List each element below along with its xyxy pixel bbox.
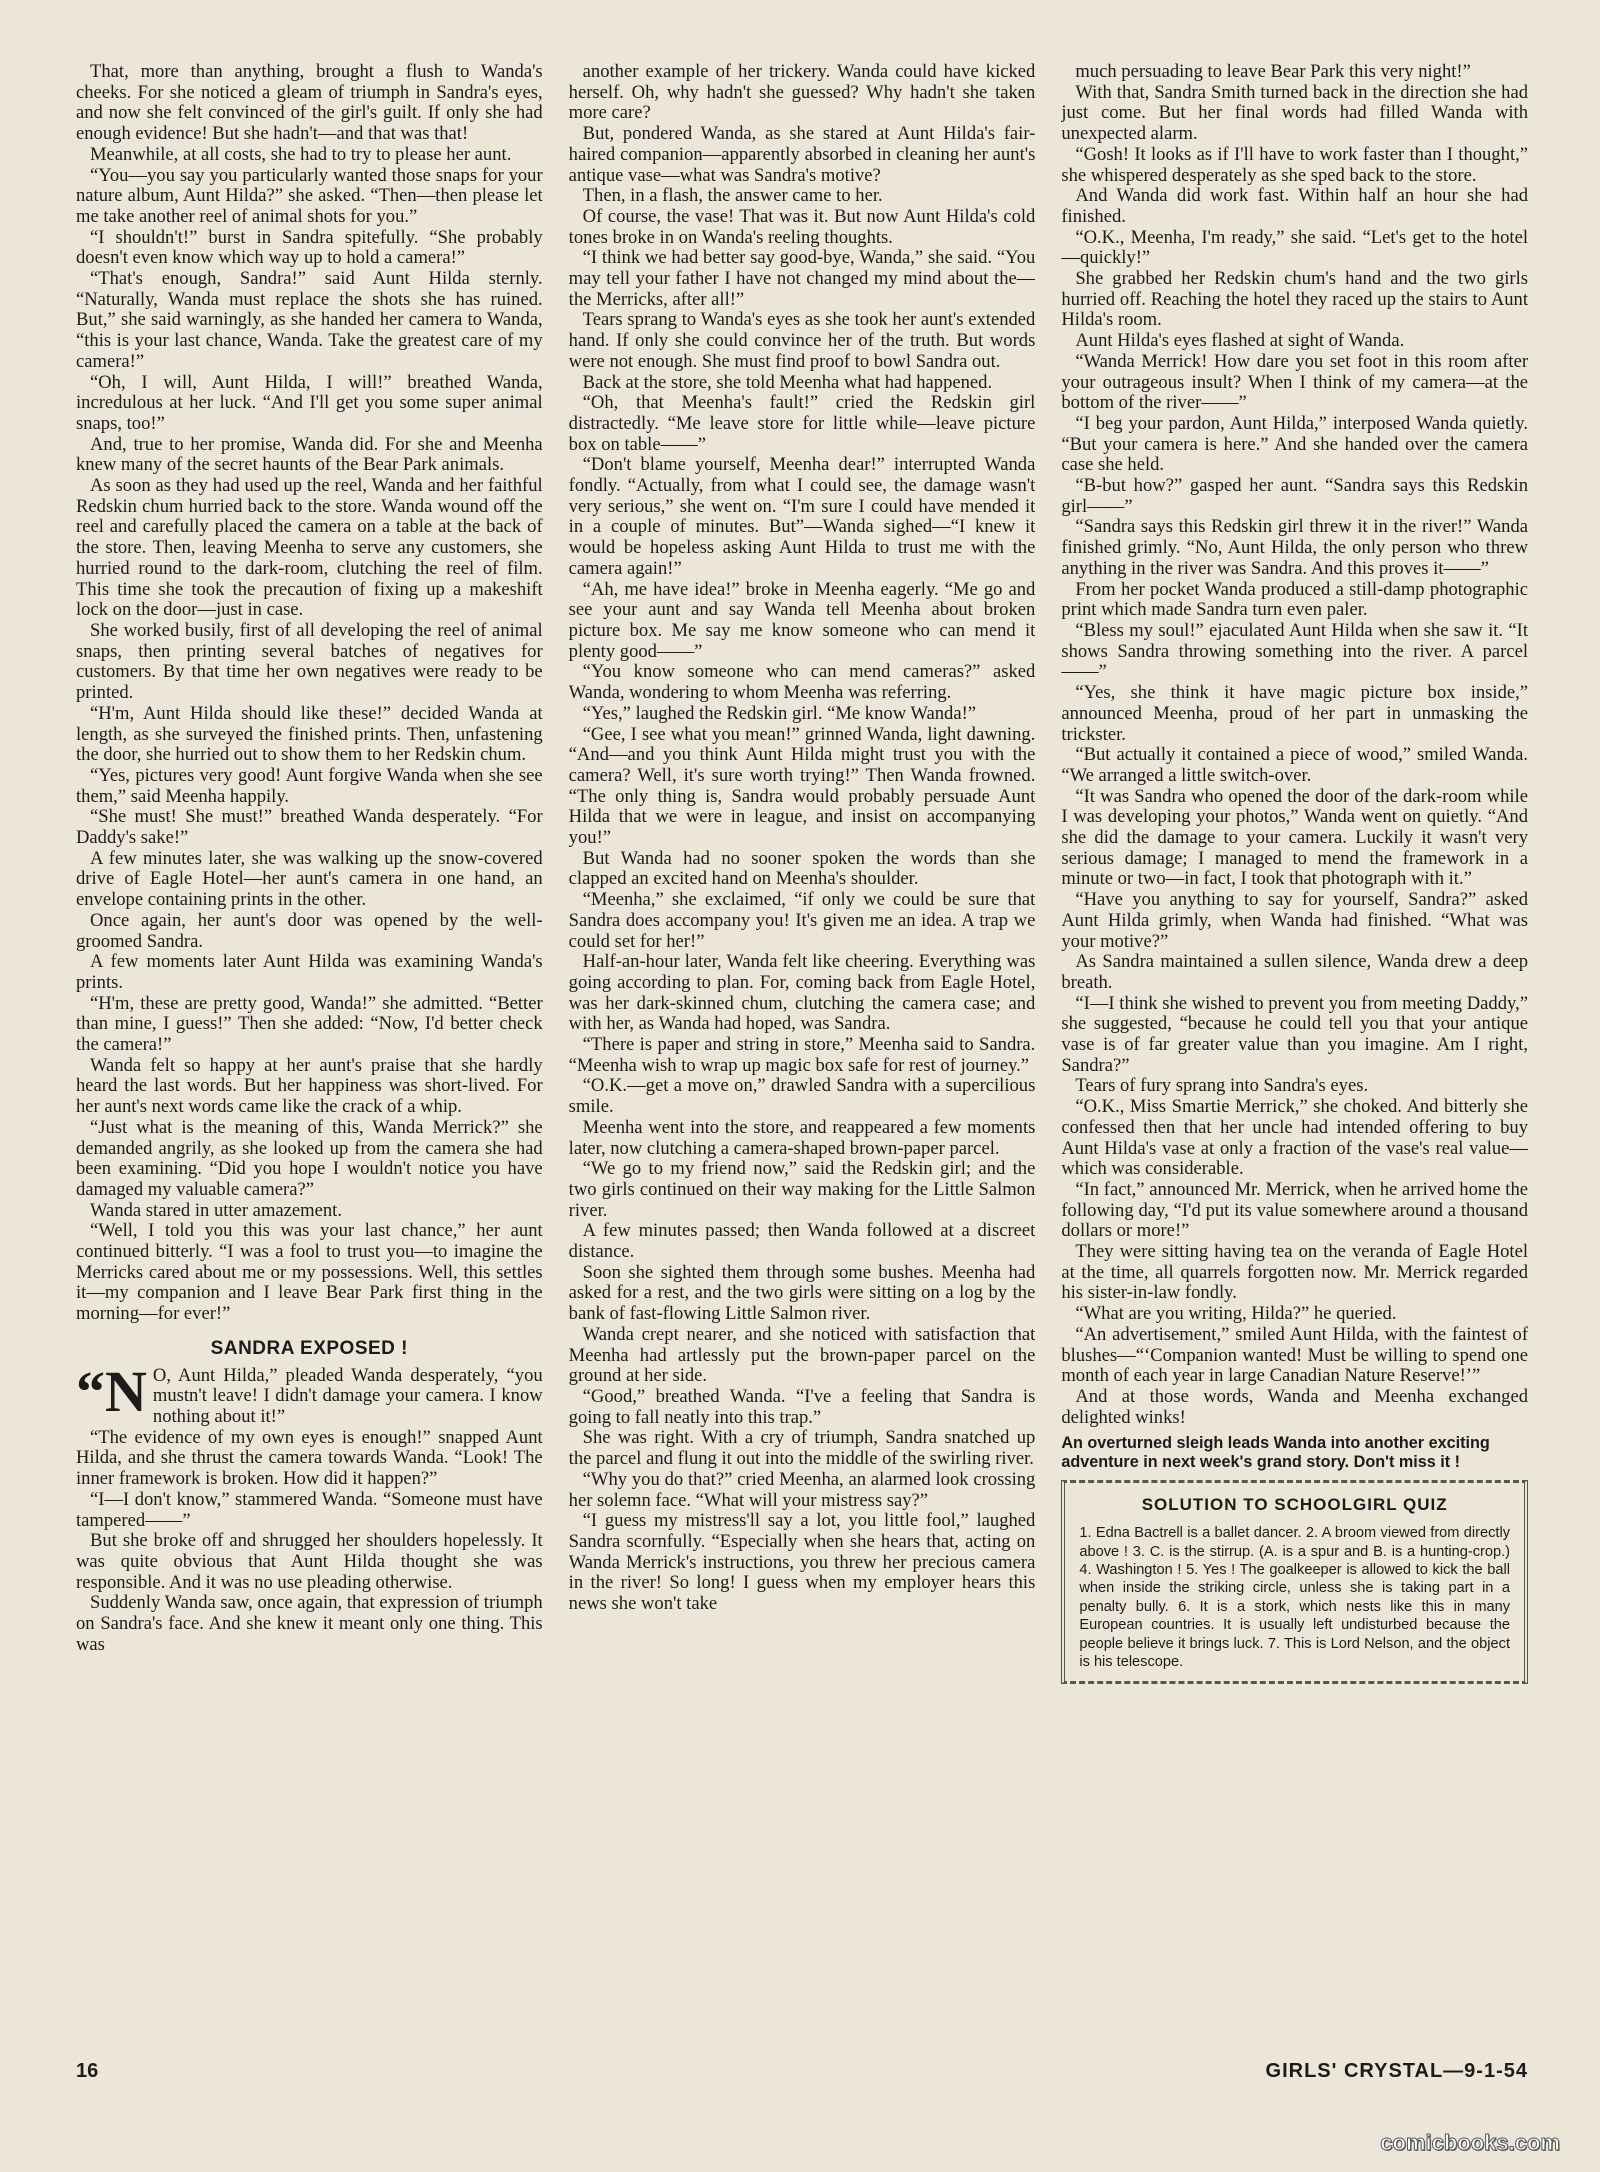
watermark-logo: comicbooks.com bbox=[1380, 2130, 1560, 2155]
story-paragraph: “Oh, I will, Aunt Hilda, I will!” breathed Wanda, incredulous at her luck. “And I'll get you some super animal snaps, too!” bbox=[76, 371, 543, 434]
story-paragraph: “Just what is the meaning of this, Wanda Merrick?” she demanded angrily, as she looked up from the camera she had been examining. “Did you hope I wouldn't notice you have damaged my valuable camera?” bbox=[76, 1116, 543, 1200]
column-1-paragraphs-after-heading bbox=[76, 1428, 543, 1656]
story-paragraph: Tears sprang to Wanda's eyes as she took her aunt's extended hand. If only she could convince her of the truth. But words were not enough. She must find proof to bowl Sandra out. bbox=[568, 309, 1036, 372]
story-paragraph: Wanda felt so happy at her aunt's praise that she hardly heard the last words. But her happiness was short-lived. For her aunt's next words came like the crack of a whip. bbox=[76, 1054, 543, 1118]
story-paragraph: “Yes, pictures very good! Aunt forgive Wanda when she see them,” said Meenha happily. bbox=[76, 764, 543, 807]
story-paragraph: And, true to her promise, Wanda did. For she and Meenha knew many of the secret haunts of the Bear Park animals. bbox=[76, 433, 543, 476]
story-paragraph: That, more than anything, brought a flush to Wanda's cheeks. For she noticed a gleam of triumph in Sandra's eyes, and now she felt convinced of the girl's guilt. If only she had enough evidence! But she hadn't—and that was that! bbox=[76, 62, 543, 145]
column-3-paragraphs bbox=[1061, 62, 1528, 1428]
story-paragraph: A few minutes later, she was walking up the snow-covered drive of Eagle Hotel—her aunt's camera in one hand, an envelope containing prints in the other. bbox=[76, 847, 543, 911]
issue-masthead: GIRLS' CRYSTAL—9-1-54 bbox=[1265, 2060, 1528, 2082]
story-paragraph: Then, in a flash, the answer came to her. bbox=[582, 185, 883, 207]
quiz-title: SOLUTION TO SCHOOLGIRL QUIZ bbox=[1141, 1495, 1448, 1515]
story-paragraph: “Oh, that Meenha's fault!” cried the Redskin girl distractedly. “Me leave store for little while—leave picture box on table——” bbox=[568, 392, 1036, 455]
story-paragraph: They were sitting having tea on the veranda of Eagle Hotel at the time, all quarrels forgotten now. Mr. Merrick regarded his sister-in-law fondly. bbox=[1061, 1241, 1529, 1304]
story-paragraph: “We go to my friend now,” said the Redskin girl; and the two girls continued on their way making for the Little Salmon river. bbox=[568, 1158, 1036, 1221]
story-paragraph: A few minutes passed; then Wanda followed at a discreet distance. bbox=[568, 1220, 1036, 1263]
quiz-answers: 1. Edna Bactrell is a ballet dancer. 2. A broom viewed from directly above ! 3. C. is the stirrup. (A. is a spur and B. is a hunting-crop.) 4. Washington ! 5. Yes ! The goalkeeper is allowed to kick the ball when inside the striking circle, unless she is taking part in a penalty bully. 6. It is a stork, which nests like this in many European countries. It is usually left undisturbed because the people believe it brings luck. 7. This is Lord Nelson, and the object is his telescope. bbox=[1079, 1525, 1511, 1670]
story-paragraph: “Yes,” laughed the Redskin girl. “Me know Wanda!” bbox=[582, 702, 977, 724]
story-paragraph: “Why you do that?” cried Meenha, an alarmed look crossing her solemn face. “What will your mistress say?” bbox=[568, 1468, 1036, 1511]
story-paragraph: Wanda crept nearer, and she noticed with satisfaction that Meenha had artlessly put the brown-paper parcel on the ground at her side. bbox=[568, 1323, 1036, 1387]
story-paragraph: “It was Sandra who opened the door of the dark-room while I was developing your photos,” Wanda went on quietly. “And she did the damage to your camera. Luckily it wasn't very serious damage; I managed to mend the framework in a minute or two—in fact, I took that photograph with it.” bbox=[1061, 785, 1529, 890]
column-2-paragraphs bbox=[569, 62, 1036, 1615]
story-paragraph: Back at the store, she told Meenha what had happened. bbox=[582, 371, 993, 393]
story-paragraph: “I beg your pardon, Aunt Hilda,” interposed Wanda quietly. “But your camera is here.” And she handed over the camera case she held. bbox=[1061, 412, 1529, 476]
story-paragraph: “Don't blame yourself, Meenha dear!” interrupted Wanda fondly. “Actually, from what I could see, the damage wasn't very serious,” she went on. “I'm sure I could have mended it in a couple of minutes. But”—Wanda sighed—“I knew it would be hopeless asking Aunt Hilda to trust me with the camera again!” bbox=[568, 454, 1036, 579]
story-paragraph: But she broke off and shrugged her shoulders hopelessly. It was quite obvious that Aunt Hilda thought she was responsible. And it was no use pleading otherwise. bbox=[76, 1530, 543, 1593]
story-paragraph: “O.K., Meenha, I'm ready,” she said. “Let's get to the hotel—quickly!” bbox=[1061, 226, 1529, 269]
story-paragraph: “I shouldn't!” burst in Sandra spitefully. “She probably doesn't even know which way up to hold a camera!” bbox=[76, 226, 543, 269]
story-paragraph: “You know someone who can mend cameras?” asked Wanda, wondering to whom Meenha was referring. bbox=[568, 661, 1036, 704]
story-paragraph: A few moments later Aunt Hilda was examining Wanda's prints. bbox=[76, 951, 543, 993]
story-paragraph: another example of her trickery. Wanda could have kicked herself. Oh, why hadn't she guessed? Why hadn't she taken more care? bbox=[568, 62, 1036, 124]
story-paragraph: “Meenha,” she exclaimed, “if only we could be sure that Sandra does accompany you! It's given me an idea. A trap we could set for her!” bbox=[568, 889, 1036, 952]
story-paragraph: “In fact,” announced Mr. Merrick, when he arrived home the following day, “I'd put its value somewhere around a thousand dollars or more!” bbox=[1061, 1178, 1529, 1242]
dropcap-paragraph bbox=[76, 1358, 543, 1428]
story-paragraph: Tears of fury sprang into Sandra's eyes. bbox=[1075, 1075, 1369, 1097]
story-paragraph: From her pocket Wanda produced a still-damp photographic print which made Sandra turn even paler. bbox=[1061, 578, 1529, 621]
story-paragraph: Aunt Hilda's eyes flashed at sight of Wanda. bbox=[1075, 330, 1405, 352]
story-paragraph: “Gee, I see what you mean!” grinned Wanda, light dawning. “And—and you think Aunt Hilda might trust you with the camera? Well, it's sure worth trying!” Then Wanda frowned. “The only thing is, Sandra would probably persuade Aunt Hilda that we were in league, and insist on accompanying you!” bbox=[568, 723, 1036, 849]
drop-cap: “N bbox=[76, 1358, 147, 1424]
story-paragraph: Suddenly Wanda saw, once again, that expression of triumph on Sandra's face. And she knew it meant only one thing. This was bbox=[76, 1592, 543, 1655]
story-paragraph: Soon she sighted them through some bushes. Meenha had asked for a rest, and the two girls were sitting on a log by the bank of fast-flowing Little Salmon river. bbox=[568, 1261, 1036, 1325]
story-paragraph: And at those words, Wanda and Meenha exchanged delighted winks! bbox=[1061, 1386, 1529, 1428]
story-paragraph: “O.K.—get a move on,” drawled Sandra with a supercilious smile. bbox=[568, 1075, 1036, 1118]
next-week-teaser: An overturned sleigh leads Wanda into another exciting adventure in next week's grand story. Don't miss it ! bbox=[1061, 1434, 1490, 1472]
story-paragraph: But Wanda had no sooner spoken the words than she clapped an excited hand on Meenha's shoulder. bbox=[568, 847, 1036, 890]
story-paragraph: Wanda stared in utter amazement. bbox=[90, 1199, 342, 1221]
story-paragraph: “I guess my mistress'll say a lot, you little fool,” laughed Sandra scornfully. “Especially when she hears that, acting on Wanda Merrick's instructions, you threw her precious camera in the river! So long! I guess when my employer hears this news she won't take bbox=[568, 1510, 1036, 1615]
story-paragraph: Of course, the vase! That was it. But now Aunt Hilda's cold tones broke in on Wanda's reeling thoughts. bbox=[568, 205, 1036, 248]
story-paragraph: “Well, I told you this was your last chance,” her aunt continued bitterly. “I was a fool to trust you—to imagine the Merricks cared about me or my possessions. Well, this settles it—my companion and I leave Bear Park first thing in the morning—for ever!” bbox=[76, 1220, 543, 1325]
story-paragraph: “There is paper and string in store,” Meenha said to Sandra. “Meenha wish to wrap up magic box safe for rest of journey.” bbox=[568, 1034, 1036, 1076]
story-paragraph: “Yes, she think it have magic picture box inside,” announced Meenha, proud of her part in unmasking the trickster. bbox=[1061, 682, 1529, 745]
story-paragraph: “An advertisement,” smiled Aunt Hilda, with the faintest of blushes—“‘Companion wanted! Must be willing to spend one month of each year in large Canadian Nature Reserve!’” bbox=[1061, 1323, 1529, 1387]
story-paragraph: “She must! She must!” breathed Wanda desperately. “For Daddy's sake!” bbox=[76, 806, 543, 849]
column-1 bbox=[76, 62, 543, 2022]
story-paragraph: “Good,” breathed Wanda. “I've a feeling that Sandra is going to fall neatly into this trap.” bbox=[568, 1386, 1036, 1428]
story-paragraph: She worked busily, first of all developing the reel of animal snaps, then printing several batches of negatives for customers. By that time her own negatives were ready to be printed. bbox=[76, 619, 543, 704]
quiz-solution-box bbox=[1061, 1480, 1528, 1684]
story-paragraph: “I think we had better say good-bye, Wanda,” she said. “You may tell your father I have not changed my mind about the—the Merricks, after all!” bbox=[568, 247, 1036, 310]
dropcap-paragraph-text: O, Aunt Hilda,” pleaded Wanda desperately, “you mustn't leave! I didn't damage your camera. I know nothing about it!” bbox=[152, 1364, 543, 1427]
story-paragraph: And Wanda did work fast. Within half an hour she had finished. bbox=[1061, 185, 1529, 227]
story-paragraph: “Bless my soul!” ejaculated Aunt Hilda when she saw it. “It shows Sandra throwing something into the river. A parcel——” bbox=[1061, 619, 1529, 683]
column-3 bbox=[1061, 62, 1528, 2022]
story-paragraph: “You—you say you particularly wanted those snaps for your nature album, Aunt Hilda?” she asked. “Then—then please let me take another reel of animal shots for you.” bbox=[76, 164, 543, 227]
story-paragraph: Half-an-hour later, Wanda felt like cheering. Everything was going according to plan. For, coming back from Eagle Hotel, was her dark-skinned chum, clutching the camera case; and with her, as Wanda had hoped, was Sandra. bbox=[568, 951, 1036, 1035]
story-paragraph: “I—I think she wished to prevent you from meeting Daddy,” she suggested, “because he could tell you that your antique vase is of far greater value than you imagine. Am I right, Sandra?” bbox=[1061, 992, 1529, 1076]
column-2 bbox=[569, 62, 1036, 2022]
story-paragraph: Once again, her aunt's door was opened by the well-groomed Sandra. bbox=[76, 909, 543, 952]
story-columns bbox=[76, 62, 1528, 2022]
story-paragraph: “B-but how?” gasped her aunt. “Sandra says this Redskin girl——” bbox=[1061, 475, 1529, 517]
story-paragraph: With that, Sandra Smith turned back in the direction she had just come. But her final words had filled Wanda with unexpected alarm. bbox=[1061, 81, 1529, 145]
story-paragraph: “H'm, these are pretty good, Wanda!” she admitted. “Better than mine, I guess!” Then she added: “Now, I'd better check the camera!” bbox=[76, 992, 543, 1056]
story-paragraph: “I—I don't know,” stammered Wanda. “Someone must have tampered——” bbox=[76, 1488, 543, 1531]
story-paragraph: “H'm, Aunt Hilda should like these!” decided Wanda at length, as she surveyed the finished prints. Then, unfastening the door, she hurried out to show them to her Redskin chum. bbox=[76, 702, 543, 766]
story-paragraph: “Sandra says this Redskin girl threw it in the river!” Wanda finished grimly. “No, Aunt Hilda, the only person who threw anything in the river was Sandra. And this proves it——” bbox=[1061, 516, 1529, 579]
story-paragraph: As soon as they had used up the reel, Wanda and her faithful Redskin chum hurried back to the store. Wanda wound off the reel and carefully placed the camera on a table at the back of the store. Then, leaving Meenha to serve any customers, she hurried round to the dark-room, clutching the reel of film. This time she took the precaution of fixing up a makeshift lock on the door—just in case. bbox=[76, 475, 543, 621]
story-paragraph: Meanwhile, at all costs, she had to try to please her aunt. bbox=[90, 143, 512, 165]
story-paragraph: “Wanda Merrick! How dare you set foot in this room after your outrageous insult? When I think of my camera—at the bottom of the river——” bbox=[1061, 350, 1529, 414]
section-heading: SANDRA EXPOSED ! bbox=[210, 1337, 408, 1359]
page-footer bbox=[76, 2060, 1528, 2100]
story-paragraph: “But actually it contained a piece of wood,” smiled Wanda. “We arranged a little switch-over. bbox=[1061, 744, 1529, 786]
story-paragraph: Meenha went into the store, and reappeared a few moments later, now clutching a camera-shaped brown-paper parcel. bbox=[568, 1116, 1036, 1159]
story-paragraph: She was right. With a cry of triumph, Sandra snatched up the parcel and flung it out into the middle of the swirling river. bbox=[568, 1427, 1036, 1470]
story-paragraph: “What are you writing, Hilda?” he queried. bbox=[1075, 1303, 1397, 1325]
story-paragraph: As Sandra maintained a sullen silence, Wanda drew a deep breath. bbox=[1061, 951, 1529, 993]
column-1-paragraphs bbox=[76, 62, 543, 1325]
story-paragraph: “O.K., Miss Smartie Merrick,” she choked. And bitterly she confessed then that her uncle had intended offering to buy Aunt Hilda's vase at only a fraction of the vase's real value—which was considerable. bbox=[1061, 1096, 1529, 1180]
page-number: 16 bbox=[76, 2060, 99, 2082]
story-paragraph: much persuading to leave Bear Park this very night!” bbox=[1075, 62, 1471, 82]
story-paragraph: “Have you anything to say for yourself, Sandra?” asked Aunt Hilda grimly, when Wanda had finished. “What was your motive?” bbox=[1061, 889, 1529, 952]
story-paragraph: She grabbed her Redskin chum's hand and the two girls hurried off. Reaching the hotel they raced up the stairs to Aunt Hilda's room. bbox=[1061, 268, 1529, 331]
story-paragraph: “That's enough, Sandra!” said Aunt Hilda sternly. “Naturally, Wanda must replace the shots she has ruined. But,” she said warningly, as she handed her camera to Wanda, “this is your last chance, Wanda. Take the greatest care of my camera!” bbox=[76, 268, 543, 372]
story-paragraph: But, pondered Wanda, as she stared at Aunt Hilda's fair-haired companion—apparently absorbed in cleaning her aunt's antique vase—what was Sandra's motive? bbox=[568, 123, 1036, 186]
story-paragraph: “The evidence of my own eyes is enough!” snapped Aunt Hilda, and she thrust the camera towards Wanda. “Look! The inner framework is broken. How did it happen?” bbox=[76, 1426, 543, 1490]
story-paragraph: “Ah, me have idea!” broke in Meenha eagerly. “Me go and see your aunt and say Wanda tell Meenha about broken picture box. Me say me know someone who can mend it plenty good——” bbox=[568, 578, 1036, 662]
story-paragraph: “Gosh! It looks as if I'll have to work faster than I thought,” she whispered desperately as she sped back to the store. bbox=[1061, 143, 1529, 186]
